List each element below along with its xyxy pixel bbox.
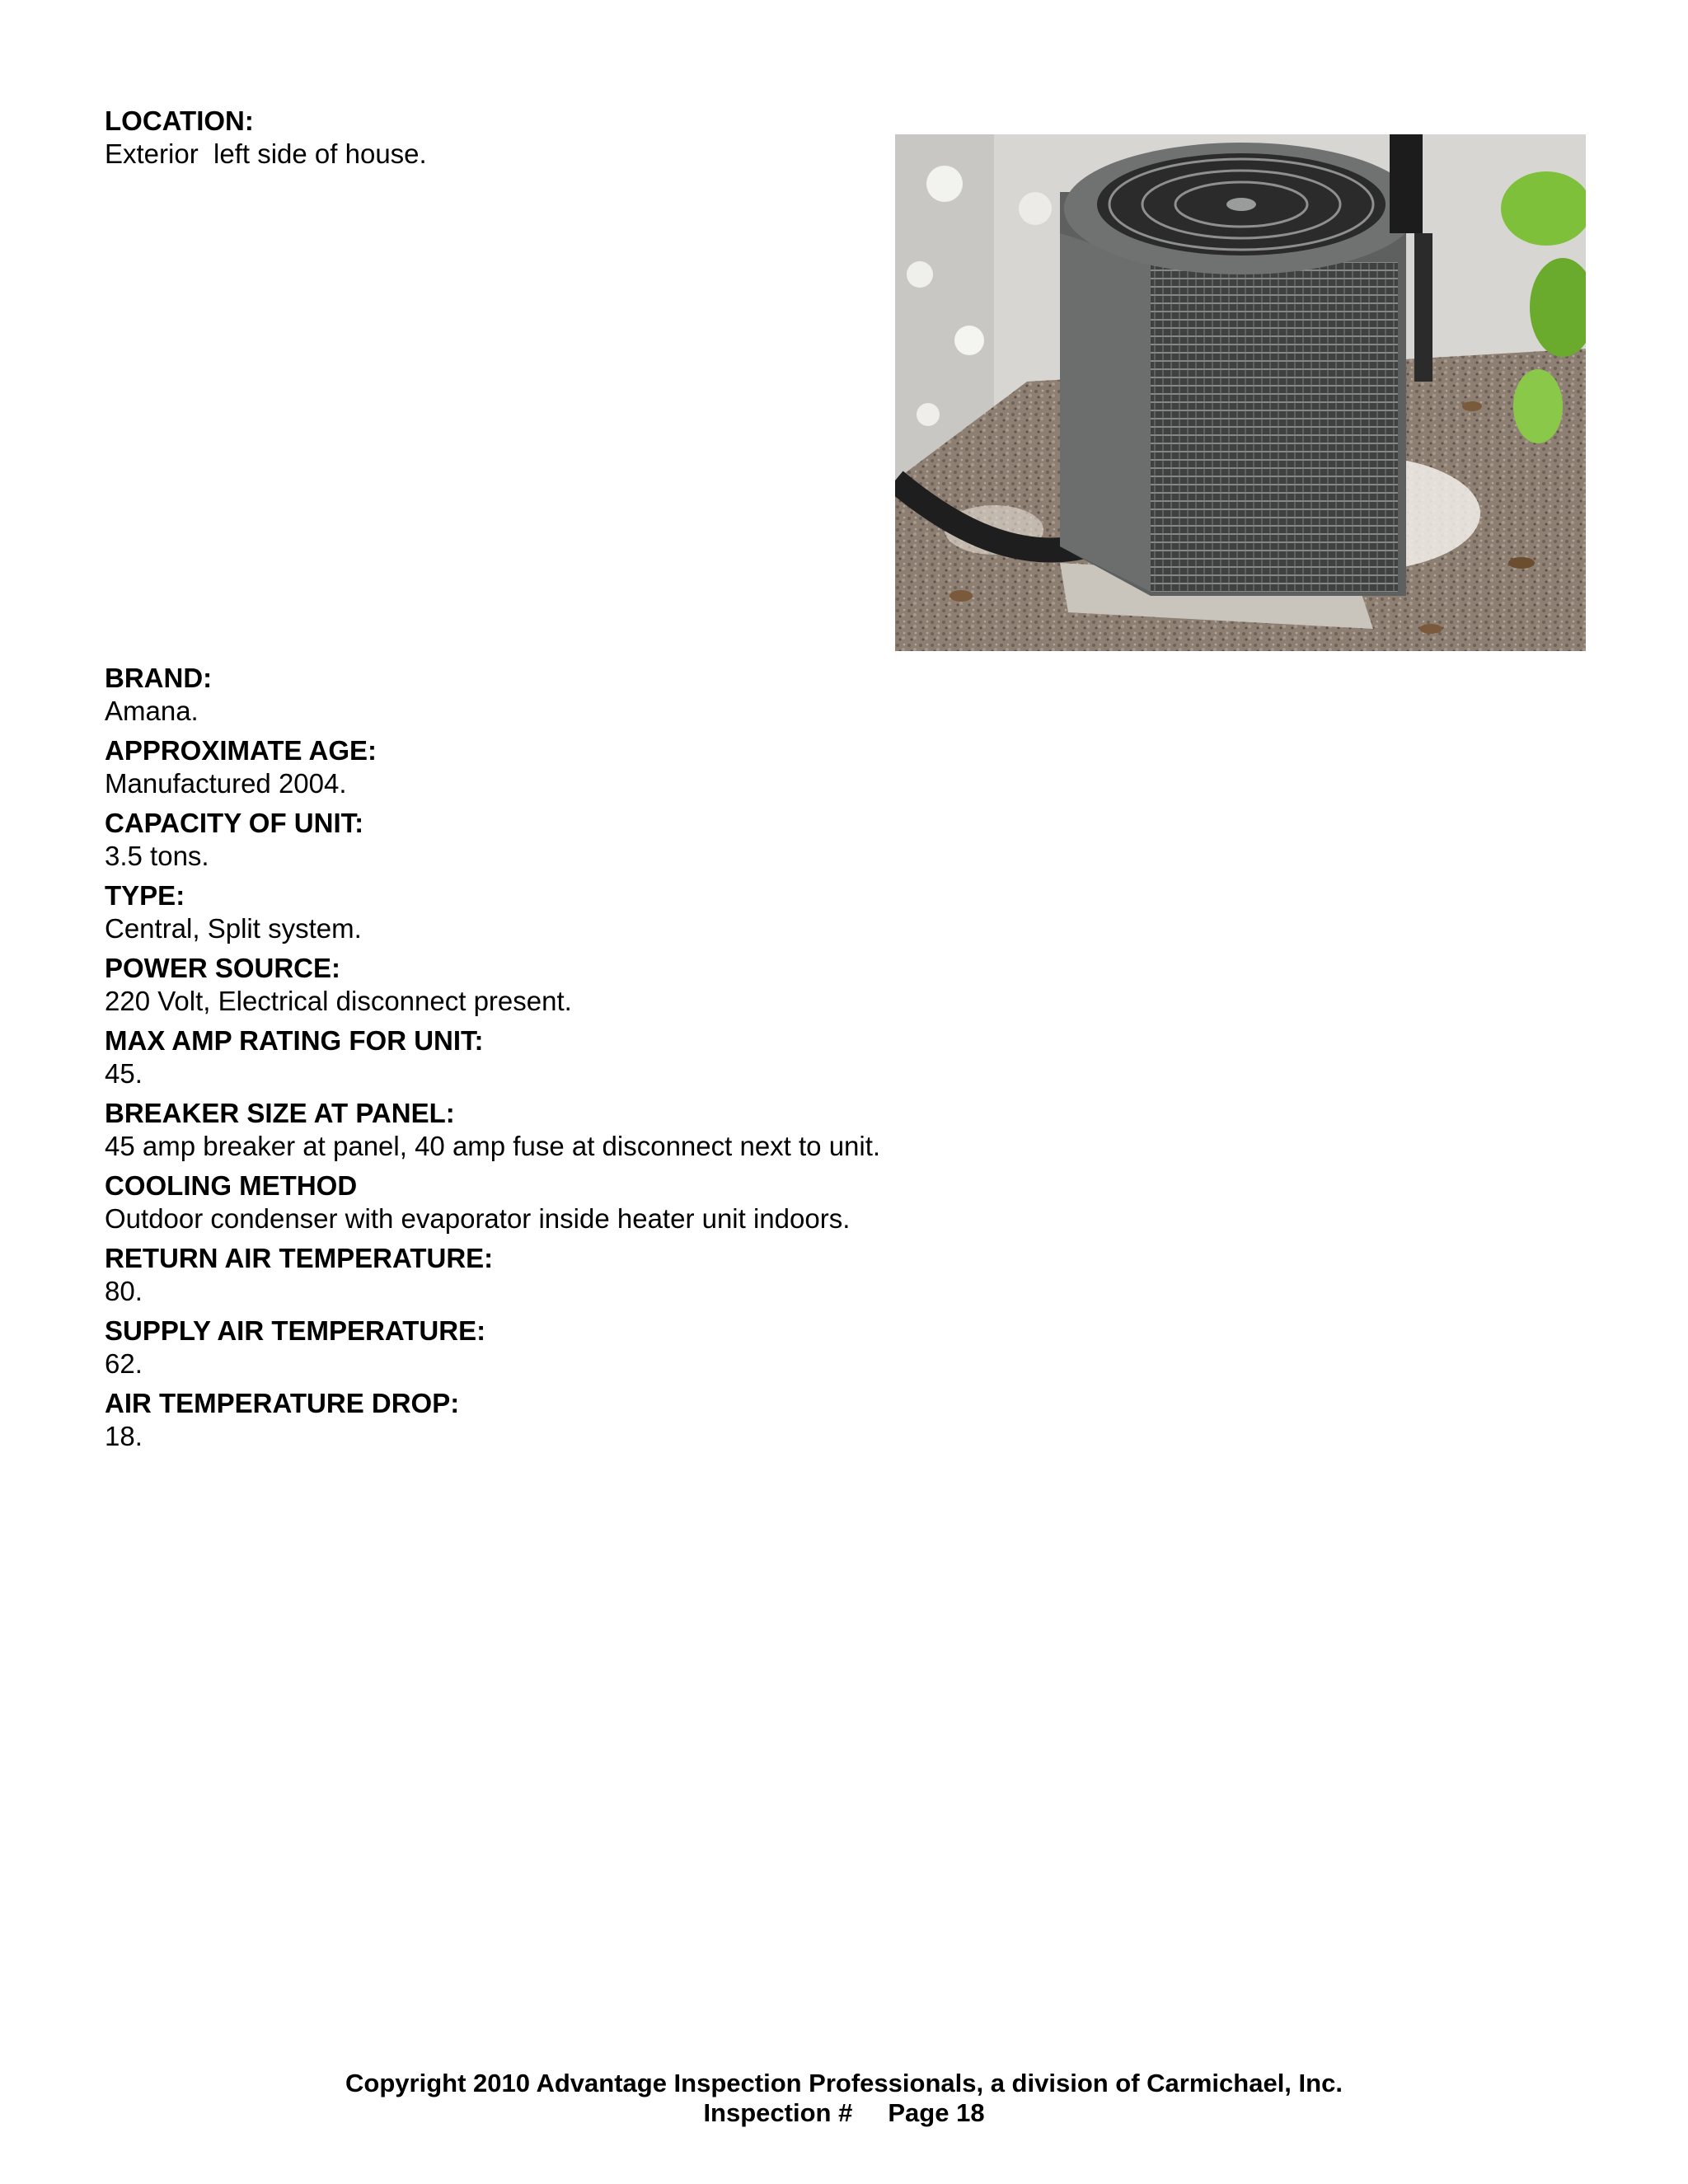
approximate-age-field (105, 734, 377, 800)
power-source-label: POWER SOURCE: (105, 953, 341, 983)
air-temperature-drop-field (105, 1387, 459, 1453)
location-value: Exterior left side of house. (105, 138, 427, 169)
brand-value: Amana. (105, 696, 199, 726)
power-source-field (105, 952, 572, 1018)
capacity-value: 3.5 tons. (105, 841, 209, 871)
supply-air-temperature-label: SUPPLY AIR TEMPERATURE: (105, 1315, 486, 1346)
location-field (105, 105, 427, 171)
location-label: LOCATION: (105, 105, 254, 136)
footer-copyright: Copyright 2010 Advantage Inspection Professionals, a division of Carmichael, Inc. (345, 2069, 1343, 2097)
cooling-method-label: COOLING METHOD (105, 1170, 358, 1201)
type-value: Central, Split system. (105, 913, 362, 944)
condenser-unit-photo (895, 134, 1586, 651)
brand-field (105, 662, 212, 728)
breaker-size-label: BREAKER SIZE AT PANEL: (105, 1098, 455, 1128)
approximate-age-value: Manufactured 2004. (105, 768, 347, 799)
air-temperature-drop-value: 18. (105, 1421, 143, 1451)
type-label: TYPE: (105, 880, 185, 911)
cooling-method-value: Outdoor condenser with evaporator inside heater unit indoors. (105, 1203, 851, 1234)
capacity-label: CAPACITY OF UNIT: (105, 808, 364, 838)
capacity-field (105, 807, 363, 873)
return-air-temperature-value: 80. (105, 1276, 143, 1306)
max-amp-rating-value: 45. (105, 1058, 143, 1089)
return-air-temperature-label: RETURN AIR TEMPERATURE: (105, 1243, 494, 1273)
supply-air-temperature-field (105, 1315, 485, 1380)
brand-label: BRAND: (105, 663, 213, 693)
approximate-age-label: APPROXIMATE AGE: (105, 735, 377, 766)
footer-inspection-page: Inspection # Page 18 (703, 2098, 985, 2127)
max-amp-rating-field (105, 1024, 484, 1090)
breaker-size-value: 45 amp breaker at panel, 40 amp fuse at disconnect next to unit. (105, 1131, 881, 1161)
cooling-method-field (105, 1169, 850, 1235)
return-air-temperature-field (105, 1242, 493, 1308)
breaker-size-field (105, 1097, 880, 1163)
max-amp-rating-label: MAX AMP RATING FOR UNIT: (105, 1025, 484, 1056)
power-source-value: 220 Volt, Electrical disconnect present. (105, 986, 572, 1016)
type-field (105, 879, 362, 945)
air-temperature-drop-label: AIR TEMPERATURE DROP: (105, 1388, 460, 1418)
supply-air-temperature-value: 62. (105, 1348, 143, 1379)
